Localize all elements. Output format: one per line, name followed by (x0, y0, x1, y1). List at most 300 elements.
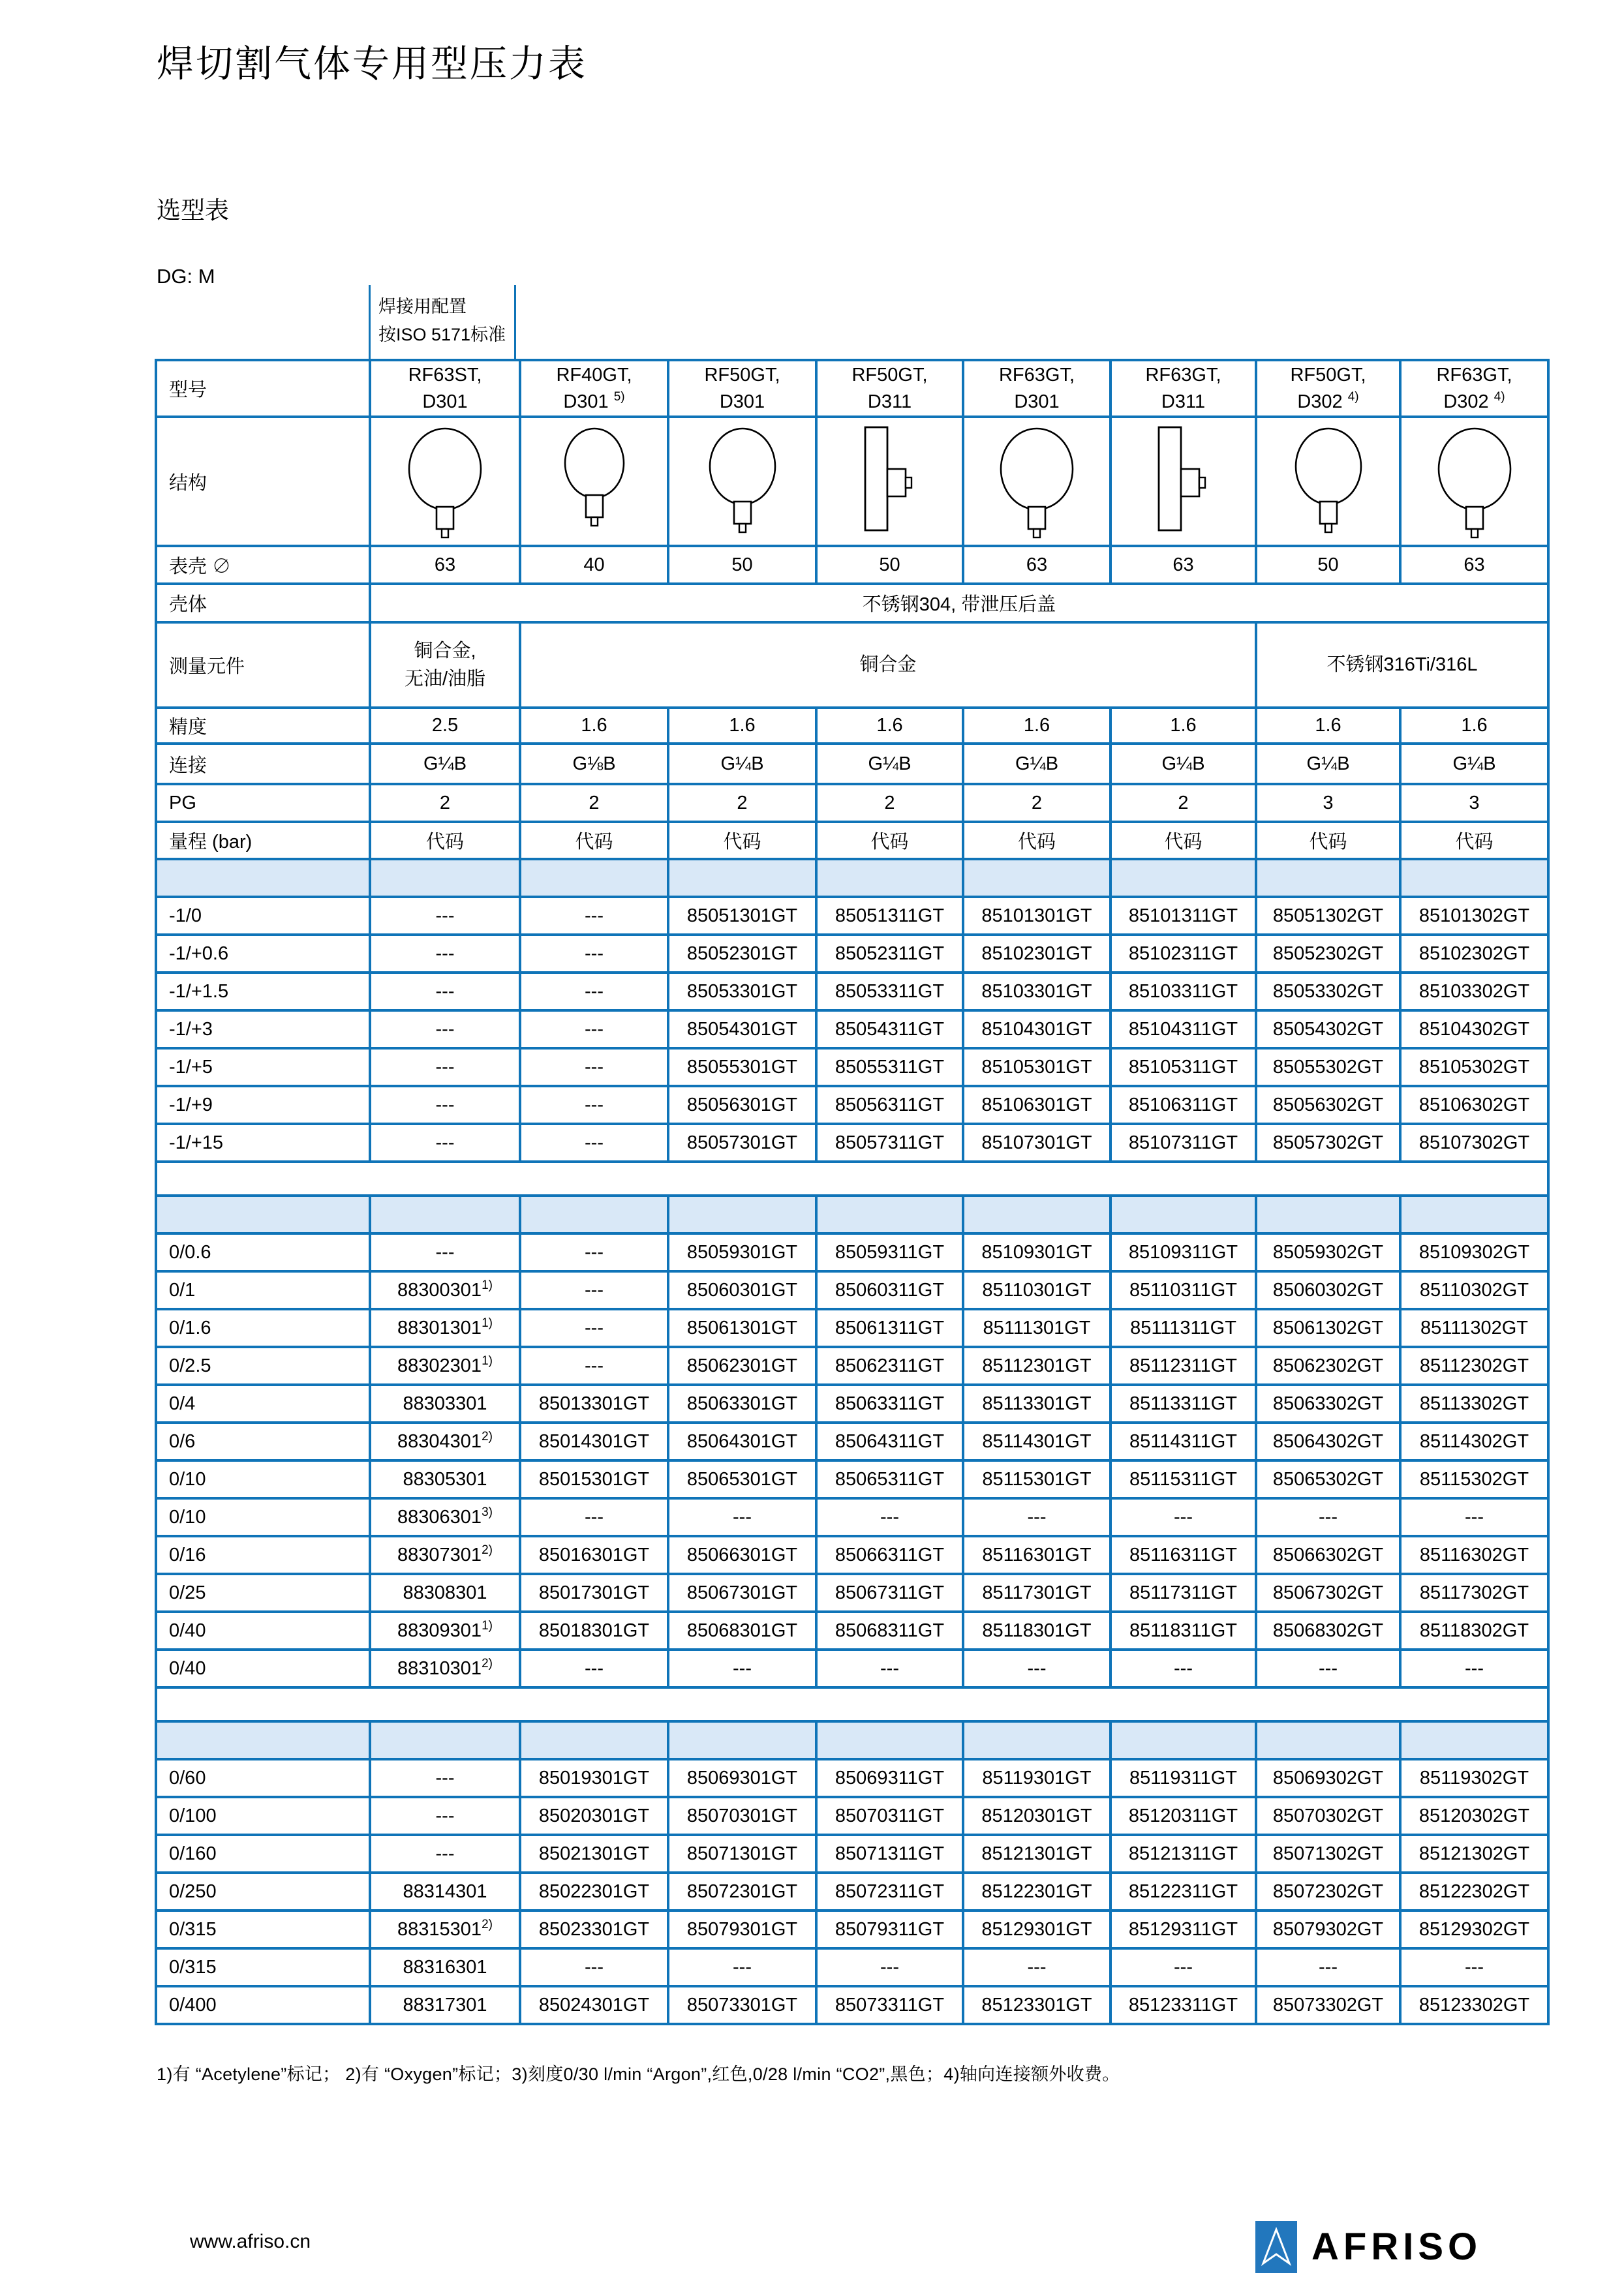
code-cell: 88307301$^{2)}$ (370, 1536, 520, 1574)
code-cell: 85111302GT (1400, 1309, 1548, 1347)
code-cell: 85115301GT (963, 1460, 1111, 1498)
code-cell: 85102301GT (963, 935, 1111, 973)
dial-diameter-cell: 50 (1256, 546, 1400, 584)
code-cell: 88303301 (370, 1385, 520, 1423)
code-cell: 85106302GT (1400, 1086, 1548, 1124)
code-cell: 85014301GT (520, 1423, 668, 1460)
code-header-cell: 代码 (1400, 822, 1548, 859)
range-cell: -1/+1.5 (156, 973, 370, 1010)
range-cell: 0/40 (156, 1650, 370, 1687)
section-header-cell (1111, 1196, 1256, 1233)
accuracy-cell: 1.6 (1256, 708, 1400, 744)
section-header-cell (370, 1196, 520, 1233)
code-cell: 88314301 (370, 1873, 520, 1911)
code-cell: 85063302GT (1256, 1385, 1400, 1423)
section-header-cell (1256, 859, 1400, 897)
code-cell: 85104301GT (963, 1010, 1111, 1048)
range-cell: -1/+5 (156, 1048, 370, 1086)
case-row (156, 584, 1548, 622)
code-cell: 85121301GT (963, 1835, 1111, 1873)
dial-diameter-row (156, 546, 1548, 584)
gauge-front-icon (529, 421, 660, 542)
code-cell: 88305301 (370, 1460, 520, 1498)
code-cell: 85107311GT (1111, 1124, 1256, 1162)
code-cell: 85102302GT (1400, 935, 1548, 973)
gauge-front-icon (1263, 421, 1394, 542)
structure-cell (1256, 417, 1400, 546)
gauge-front-icon (1409, 421, 1540, 542)
code-cell: 85015301GT (520, 1460, 668, 1498)
code-cell: 85061302GT (1256, 1309, 1400, 1347)
row-label-range: 量程 (bar) (156, 822, 370, 859)
pg-cell: 2 (1111, 784, 1256, 822)
row-label-model: 型号 (156, 360, 370, 417)
code-cell: --- (370, 1835, 520, 1873)
code-cell: --- (370, 1048, 520, 1086)
range-cell: 0/315 (156, 1911, 370, 1948)
code-cell: 85123302GT (1400, 1986, 1548, 2024)
code-cell: 85112311GT (1111, 1347, 1256, 1385)
section-header-cell (370, 859, 520, 897)
code-cell: --- (520, 1498, 668, 1536)
code-cell: 88308301 (370, 1574, 520, 1612)
range-cell: 0/1.6 (156, 1309, 370, 1347)
pg-cell: 2 (816, 784, 963, 822)
code-cell: 85109302GT (1400, 1233, 1548, 1271)
code-cell: 85113301GT (963, 1385, 1111, 1423)
code-row (156, 1423, 1548, 1460)
code-cell: 85066311GT (816, 1536, 963, 1574)
code-cell: 85063301GT (668, 1385, 816, 1423)
code-cell: 85114301GT (963, 1423, 1111, 1460)
code-cell: --- (370, 1086, 520, 1124)
pg-cell: 3 (1400, 784, 1548, 822)
structure-cell (1111, 417, 1256, 546)
element-cell: 铜合金, 无油/油脂 (370, 622, 520, 708)
page-title: 焊切割气体专用型压力表 (157, 43, 587, 85)
code-row (156, 1797, 1548, 1835)
code-cell: --- (1400, 1948, 1548, 1986)
code-row (156, 1873, 1548, 1911)
code-cell: --- (370, 1010, 520, 1048)
code-cell: --- (668, 1498, 816, 1536)
code-cell: 85013301GT (520, 1385, 668, 1423)
connection-cell: G¼B (668, 744, 816, 784)
code-cell: 85051301GT (668, 897, 816, 935)
section-header-row (156, 1196, 1548, 1233)
code-cell: 88306301$^{3)}$ (370, 1498, 520, 1536)
section-header-cell (668, 859, 816, 897)
row-label-structure: 结构 (156, 417, 370, 546)
range-cell: -1/0 (156, 897, 370, 935)
section-header-cell (520, 1721, 668, 1759)
range-code-header-row (156, 822, 1548, 859)
section-header-cell (1256, 1196, 1400, 1233)
range-cell: 0/1 (156, 1271, 370, 1309)
code-cell: --- (520, 1271, 668, 1309)
code-cell: 85070301GT (668, 1797, 816, 1835)
range-cell: 0/160 (156, 1835, 370, 1873)
code-cell: --- (520, 1048, 668, 1086)
structure-cell (1400, 417, 1548, 546)
code-cell: 85079311GT (816, 1911, 963, 1948)
accuracy-cell: 1.6 (668, 708, 816, 744)
code-cell: --- (963, 1498, 1111, 1536)
code-cell: --- (963, 1650, 1111, 1687)
code-row (156, 1835, 1548, 1873)
section-header-cell (963, 1721, 1111, 1759)
code-cell: 85118302GT (1400, 1612, 1548, 1650)
code-cell: 85051311GT (816, 897, 963, 935)
model-cell: RF50GT, D311 (816, 360, 963, 417)
element-cell: 不锈钢316Ti/316L (1256, 622, 1548, 708)
code-cell: 85052311GT (816, 935, 963, 973)
code-cell: 85056301GT (668, 1086, 816, 1124)
section-header-cell (1111, 1721, 1256, 1759)
welding-config-line2: 按ISO 5171标准 (378, 325, 506, 345)
code-cell: --- (1256, 1650, 1400, 1687)
dg-label: DG: M (157, 265, 215, 288)
accuracy-cell: 1.6 (520, 708, 668, 744)
code-cell: --- (520, 935, 668, 973)
code-cell: --- (1256, 1948, 1400, 1986)
afriso-logo-icon (1255, 2221, 1297, 2273)
accuracy-cell: 1.6 (963, 708, 1111, 744)
code-row (156, 1536, 1548, 1574)
code-cell: 85059302GT (1256, 1233, 1400, 1271)
range-cell: 0/2.5 (156, 1347, 370, 1385)
code-cell: 85065311GT (816, 1460, 963, 1498)
code-cell: --- (370, 935, 520, 973)
dial-diameter-cell: 50 (668, 546, 816, 584)
code-cell: 85103311GT (1111, 973, 1256, 1010)
code-cell: 85072311GT (816, 1873, 963, 1911)
code-cell: 85070302GT (1256, 1797, 1400, 1835)
code-cell: 85111311GT (1111, 1309, 1256, 1347)
section-header-cell (1400, 1721, 1548, 1759)
section-spacer-row (156, 1687, 1548, 1721)
model-cell: RF50GT, D301 (668, 360, 816, 417)
code-cell: 85106301GT (963, 1086, 1111, 1124)
model-cell: RF63GT, D311 (1111, 360, 1256, 417)
range-cell: 0/60 (156, 1759, 370, 1797)
afriso-logo (1255, 2221, 1482, 2273)
code-cell: 85116302GT (1400, 1536, 1548, 1574)
code-cell: 85018301GT (520, 1612, 668, 1650)
code-cell: 85123311GT (1111, 1986, 1256, 2024)
code-cell: 85116301GT (963, 1536, 1111, 1574)
code-cell: 85062301GT (668, 1347, 816, 1385)
code-cell: 85071311GT (816, 1835, 963, 1873)
range-cell: 0/4 (156, 1385, 370, 1423)
code-header-cell: 代码 (816, 822, 963, 859)
code-cell: 85063311GT (816, 1385, 963, 1423)
code-cell: --- (370, 1797, 520, 1835)
code-cell: 88300301$^{1)}$ (370, 1271, 520, 1309)
code-header-cell: 代码 (520, 822, 668, 859)
code-cell: 85023301GT (520, 1911, 668, 1948)
code-cell: 85104302GT (1400, 1010, 1548, 1048)
pg-row (156, 784, 1548, 822)
dial-diameter-cell: 50 (816, 546, 963, 584)
code-cell: 85114311GT (1111, 1423, 1256, 1460)
code-cell: 85119311GT (1111, 1759, 1256, 1797)
accuracy-cell: 1.6 (1400, 708, 1548, 744)
range-cell: 0/10 (156, 1460, 370, 1498)
code-cell: 85106311GT (1111, 1086, 1256, 1124)
code-row (156, 1612, 1548, 1650)
footnotes: 1)有 “Acetylene”标记； 2)有 “Oxygen”标记；3)刻度0/30 l/min “Argon”,红色,0/28 l/min “CO2”,黑色；4)轴向连接额外收费。 (157, 2064, 1120, 2084)
pg-cell: 2 (963, 784, 1111, 822)
range-cell: 0/100 (156, 1797, 370, 1835)
code-header-cell: 代码 (963, 822, 1111, 859)
code-cell: 85060302GT (1256, 1271, 1400, 1309)
code-cell: 85059311GT (816, 1233, 963, 1271)
code-cell: 88315301$^{2)}$ (370, 1911, 520, 1948)
code-header-cell: 代码 (370, 822, 520, 859)
code-cell: 88317301 (370, 1986, 520, 2024)
code-cell: 85064301GT (668, 1423, 816, 1460)
code-cell: --- (1400, 1498, 1548, 1536)
code-cell: 85114302GT (1400, 1423, 1548, 1460)
row-label-element: 测量元件 (156, 622, 370, 708)
dial-diameter-cell: 63 (370, 546, 520, 584)
structure-cell (668, 417, 816, 546)
code-cell: 85120311GT (1111, 1797, 1256, 1835)
code-cell: 85117301GT (963, 1574, 1111, 1612)
code-cell: 85064302GT (1256, 1423, 1400, 1460)
model-cell: RF50GT, D302 $^{4)}$ (1256, 360, 1400, 417)
code-cell: 85069301GT (668, 1759, 816, 1797)
gauge-side-icon (825, 421, 955, 542)
code-cell: --- (668, 1948, 816, 1986)
code-cell: 85123301GT (963, 1986, 1111, 2024)
code-cell: --- (370, 1759, 520, 1797)
code-cell: 85068311GT (816, 1612, 963, 1650)
code-cell: 85073301GT (668, 1986, 816, 2024)
code-cell: 88304301$^{2)}$ (370, 1423, 520, 1460)
structure-cell (816, 417, 963, 546)
code-row (156, 1124, 1548, 1162)
code-cell: 85079302GT (1256, 1911, 1400, 1948)
section-header-cell (1400, 859, 1548, 897)
code-cell: --- (1111, 1498, 1256, 1536)
code-cell: 85057311GT (816, 1124, 963, 1162)
range-cell: 0/315 (156, 1948, 370, 1986)
code-cell: 85116311GT (1111, 1536, 1256, 1574)
dial-diameter-cell: 40 (520, 546, 668, 584)
code-cell: 85107302GT (1400, 1124, 1548, 1162)
code-cell: 85072302GT (1256, 1873, 1400, 1911)
welding-config-note (369, 285, 516, 359)
section-header-cell (520, 859, 668, 897)
code-cell: 85105302GT (1400, 1048, 1548, 1086)
code-cell: 85122302GT (1400, 1873, 1548, 1911)
code-row (156, 1986, 1548, 2024)
section-header-row (156, 1721, 1548, 1759)
code-cell: 85060311GT (816, 1271, 963, 1309)
code-cell: 85059301GT (668, 1233, 816, 1271)
code-cell: 85073311GT (816, 1986, 963, 2024)
section-header-cell (668, 1196, 816, 1233)
code-cell: 85053302GT (1256, 973, 1400, 1010)
spacer-cell (156, 1162, 1548, 1196)
section-header-cell (1400, 1196, 1548, 1233)
code-cell: 85118311GT (1111, 1612, 1256, 1650)
range-cell: 0/400 (156, 1986, 370, 2024)
afriso-logo-text: AFRISO (1311, 2226, 1482, 2268)
pg-cell: 2 (668, 784, 816, 822)
code-cell: 85122311GT (1111, 1873, 1256, 1911)
code-cell: --- (370, 973, 520, 1010)
code-row (156, 1650, 1548, 1687)
row-label-dial: 表壳 ∅ (156, 546, 370, 584)
code-row (156, 1574, 1548, 1612)
code-cell: 85066302GT (1256, 1536, 1400, 1574)
code-cell: 85072301GT (668, 1873, 816, 1911)
code-cell: --- (1256, 1498, 1400, 1536)
code-cell: 85057302GT (1256, 1124, 1400, 1162)
code-cell: 85051302GT (1256, 897, 1400, 935)
code-cell: --- (520, 1948, 668, 1986)
model-row (156, 360, 1548, 417)
structure-cell (520, 417, 668, 546)
code-row (156, 897, 1548, 935)
selection-table-heading: 选型表 (157, 197, 229, 224)
code-cell: --- (816, 1948, 963, 1986)
code-row (156, 1010, 1548, 1048)
code-cell: 85065302GT (1256, 1460, 1400, 1498)
code-cell: --- (520, 1309, 668, 1347)
range-cell: -1/+3 (156, 1010, 370, 1048)
range-cell: -1/+0.6 (156, 935, 370, 973)
gauge-front-icon (380, 421, 510, 542)
row-label-case: 壳体 (156, 584, 370, 622)
code-cell: 85055302GT (1256, 1048, 1400, 1086)
model-cell: RF63GT, D302 $^{4)}$ (1400, 360, 1548, 417)
code-cell: 85020301GT (520, 1797, 668, 1835)
code-cell: 85067301GT (668, 1574, 816, 1612)
code-cell: 85115302GT (1400, 1460, 1548, 1498)
connection-cell: G⅛B (520, 744, 668, 784)
code-cell: 85103302GT (1400, 973, 1548, 1010)
code-cell: --- (520, 1086, 668, 1124)
code-cell: --- (370, 897, 520, 935)
code-cell: 85052302GT (1256, 935, 1400, 973)
code-cell: 85112302GT (1400, 1347, 1548, 1385)
code-cell: 85113302GT (1400, 1385, 1548, 1423)
model-cell: RF40GT, D301 $^{5)}$ (520, 360, 668, 417)
code-cell: 85120302GT (1400, 1797, 1548, 1835)
connection-cell: G¼B (816, 744, 963, 784)
code-cell: 85056311GT (816, 1086, 963, 1124)
code-cell: 85056302GT (1256, 1086, 1400, 1124)
code-cell: --- (668, 1650, 816, 1687)
connection-cell: G¼B (1111, 744, 1256, 784)
connection-cell: G¼B (1256, 744, 1400, 784)
gauge-side-icon (1118, 421, 1249, 542)
code-cell: 85110311GT (1111, 1271, 1256, 1309)
code-cell: 85060301GT (668, 1271, 816, 1309)
structure-cell (963, 417, 1111, 546)
code-cell: 85113311GT (1111, 1385, 1256, 1423)
pg-cell: 2 (520, 784, 668, 822)
section-header-cell (520, 1196, 668, 1233)
code-cell: 85055311GT (816, 1048, 963, 1086)
code-cell: --- (963, 1948, 1111, 1986)
dial-diameter-cell: 63 (963, 546, 1111, 584)
section-header-cell (668, 1721, 816, 1759)
code-cell: 85061311GT (816, 1309, 963, 1347)
code-cell: 85055301GT (668, 1048, 816, 1086)
code-cell: --- (1111, 1650, 1256, 1687)
section-header-cell (816, 859, 963, 897)
code-cell: 85067302GT (1256, 1574, 1400, 1612)
selection-table (155, 359, 1550, 2025)
code-cell: 85071302GT (1256, 1835, 1400, 1873)
connection-cell: G¼B (370, 744, 520, 784)
code-row (156, 1759, 1548, 1797)
section-spacer-row (156, 1162, 1548, 1196)
range-cell: 0/25 (156, 1574, 370, 1612)
code-cell: 85129311GT (1111, 1911, 1256, 1948)
element-cell: 铜合金 (520, 622, 1256, 708)
code-cell: 85115311GT (1111, 1460, 1256, 1498)
range-cell: -1/+9 (156, 1086, 370, 1124)
dial-diameter-cell: 63 (1111, 546, 1256, 584)
code-cell: 85071301GT (668, 1835, 816, 1873)
gauge-front-icon (972, 421, 1102, 542)
code-cell: --- (520, 1124, 668, 1162)
range-cell: -1/+15 (156, 1124, 370, 1162)
code-cell: 85054311GT (816, 1010, 963, 1048)
accuracy-cell: 1.6 (816, 708, 963, 744)
accuracy-row (156, 708, 1548, 744)
code-cell: 85022301GT (520, 1873, 668, 1911)
code-cell: 85111301GT (963, 1309, 1111, 1347)
code-cell: 85103301GT (963, 973, 1111, 1010)
code-row (156, 1911, 1548, 1948)
section-header-cell (963, 859, 1111, 897)
code-cell: --- (520, 1010, 668, 1048)
range-cell: 0/6 (156, 1423, 370, 1460)
code-cell: 85119302GT (1400, 1759, 1548, 1797)
section-header-cell (1256, 1721, 1400, 1759)
code-cell: 85062302GT (1256, 1347, 1400, 1385)
code-header-cell: 代码 (668, 822, 816, 859)
code-row (156, 935, 1548, 973)
dial-diameter-cell: 63 (1400, 546, 1548, 584)
code-cell: --- (520, 1233, 668, 1271)
code-cell: 85052301GT (668, 935, 816, 973)
arrow-a-icon (1259, 2226, 1293, 2269)
code-cell: 85122301GT (963, 1873, 1111, 1911)
code-cell: --- (520, 897, 668, 935)
code-cell: --- (370, 1233, 520, 1271)
code-cell: 85062311GT (816, 1347, 963, 1385)
section-header-cell (816, 1721, 963, 1759)
code-cell: 85054301GT (668, 1010, 816, 1048)
code-cell: 85109311GT (1111, 1233, 1256, 1271)
code-cell: 85079301GT (668, 1911, 816, 1948)
code-cell: 85129301GT (963, 1911, 1111, 1948)
code-cell: 85112301GT (963, 1347, 1111, 1385)
spacer-cell (156, 1687, 1548, 1721)
code-cell: 85117311GT (1111, 1574, 1256, 1612)
code-cell: 85102311GT (1111, 935, 1256, 973)
footer-url: www.afriso.cn (190, 2231, 311, 2252)
model-cell: RF63GT, D301 (963, 360, 1111, 417)
